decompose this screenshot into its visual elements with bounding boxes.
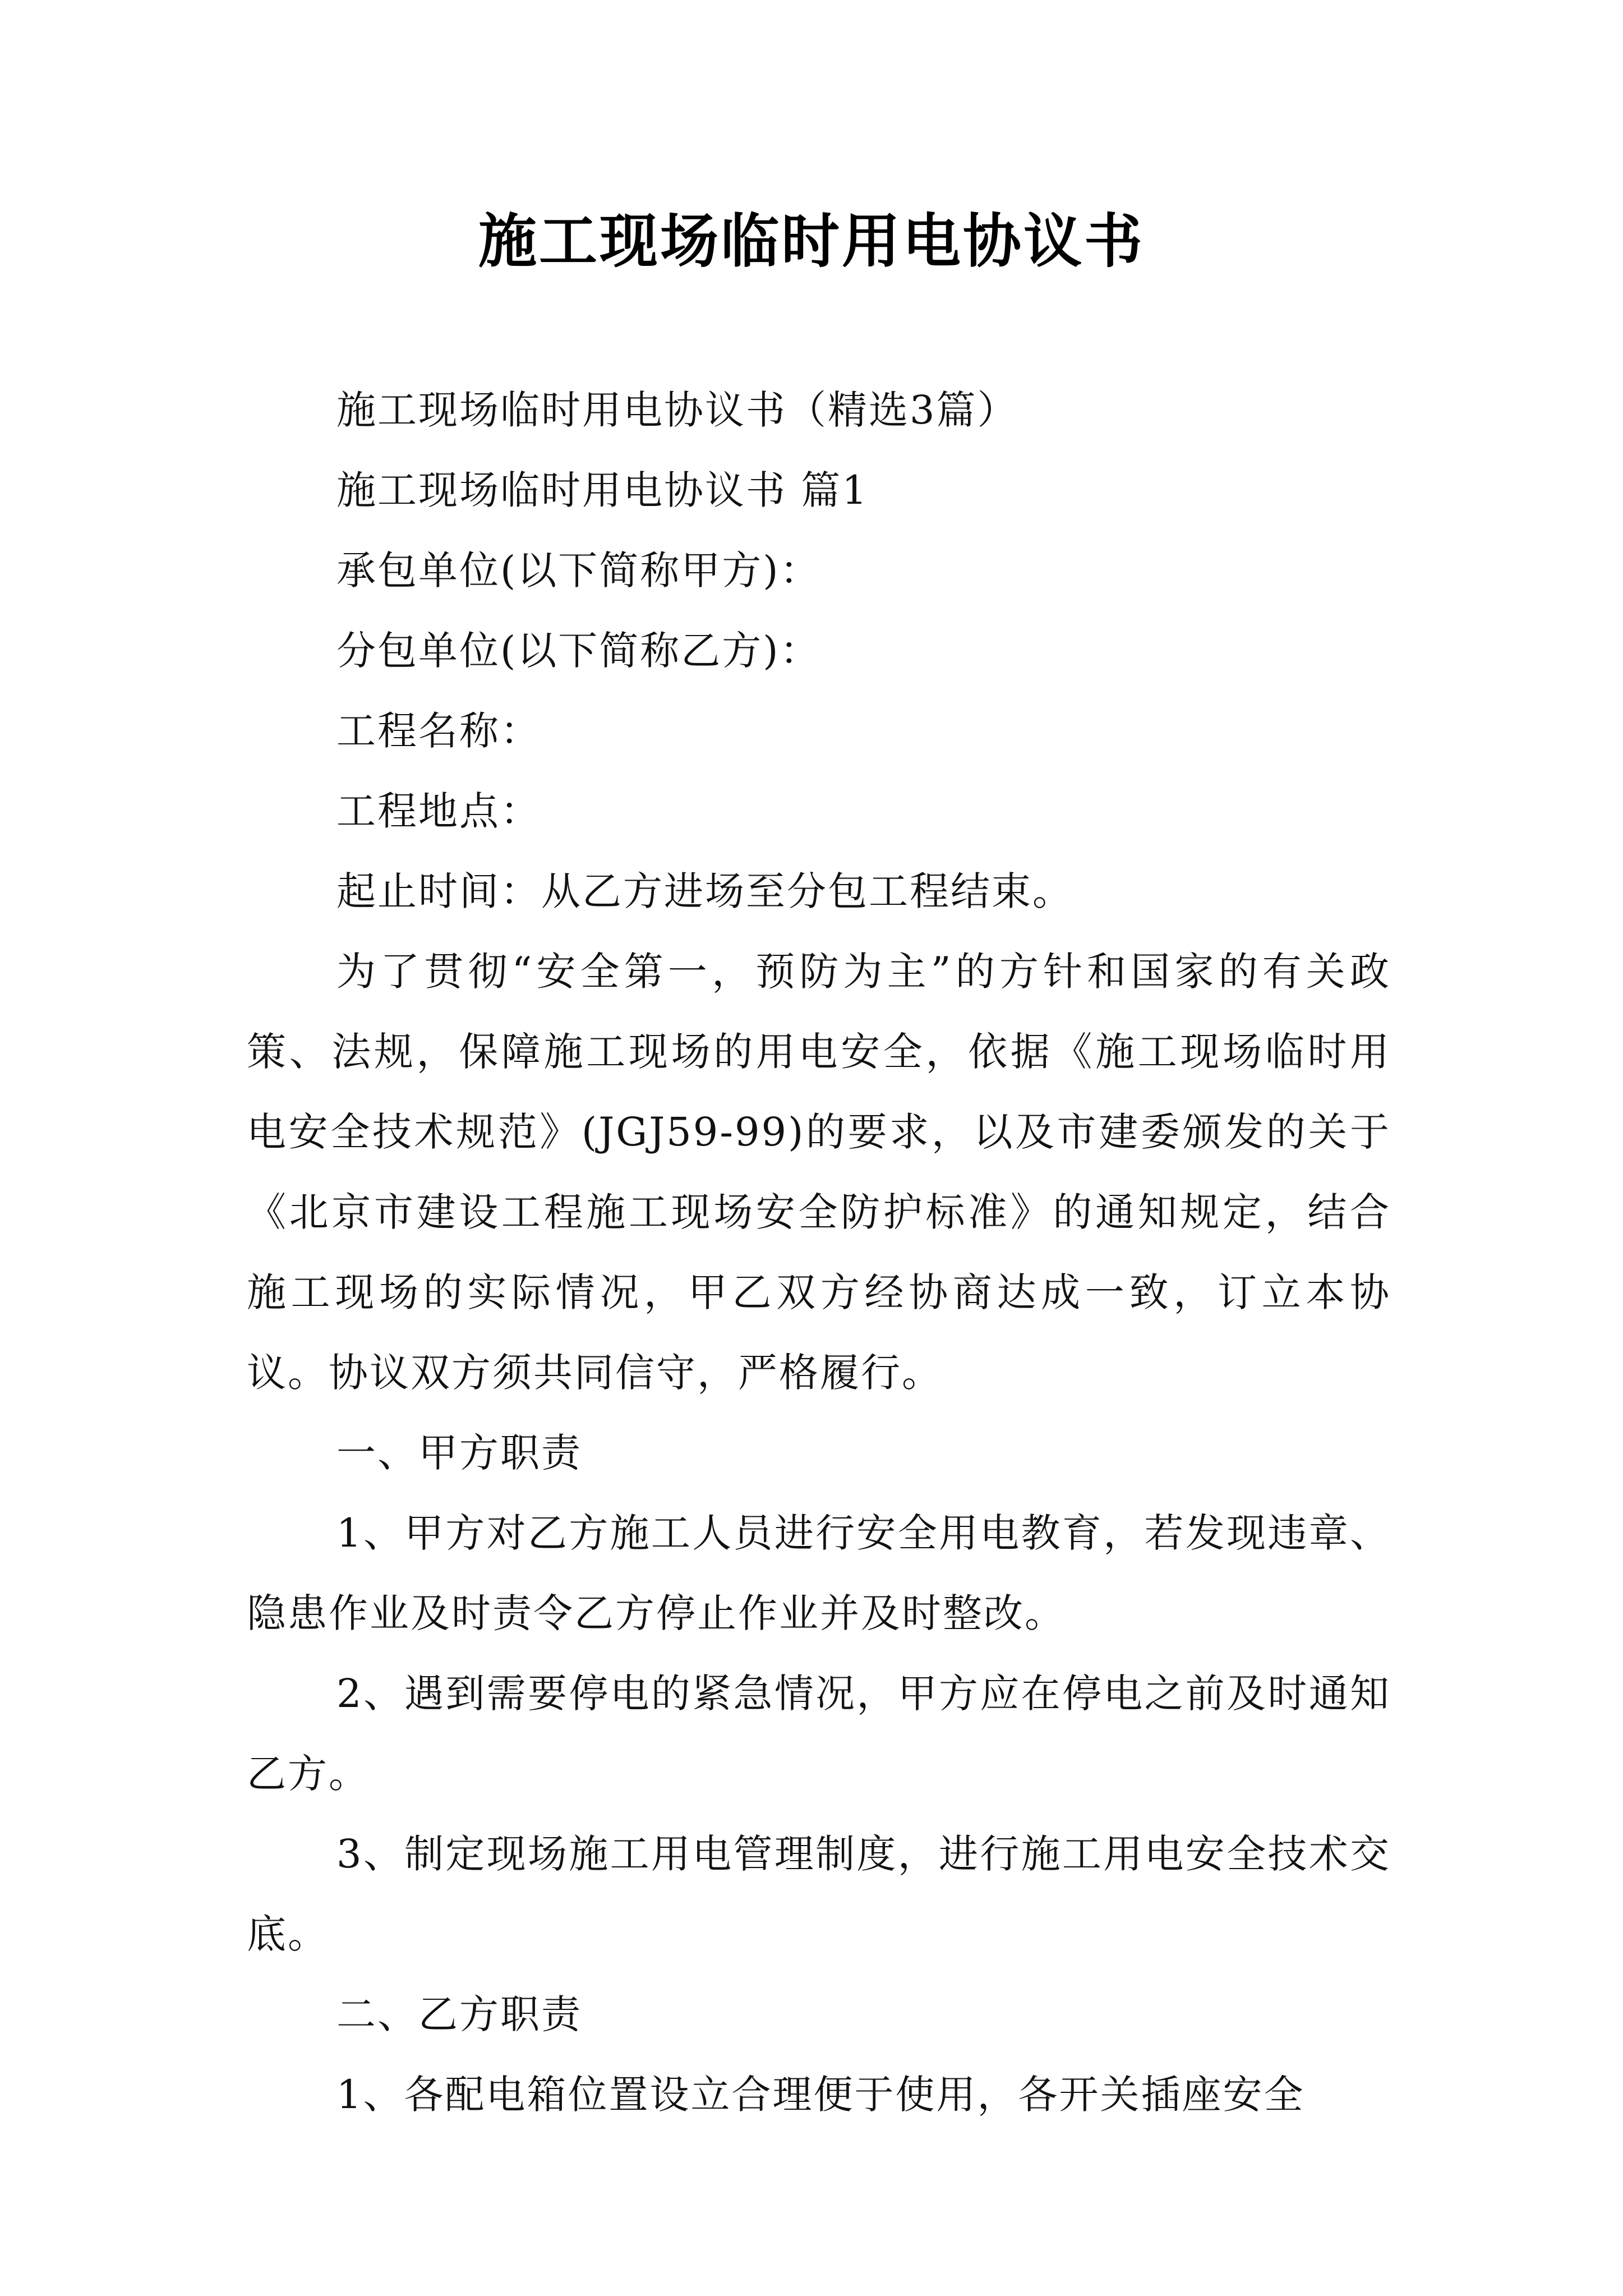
paragraph-contractor: 承包单位(以下简称甲方)： <box>336 547 821 593</box>
paragraph-project-location: 工程地点： <box>336 788 541 834</box>
paragraph-party-a-item-2: 2、遇到需要停电的紧急情况，甲方应在停电之前及时通知乙方。 <box>247 1671 1391 1797</box>
paragraph-party-b-heading: 二、乙方职责 <box>336 1991 582 2037</box>
paragraph-project-name: 工程名称： <box>336 708 541 754</box>
paragraph-party-a-heading: 一、甲方职责 <box>336 1430 582 1476</box>
paragraph-section-heading: 施工现场临时用电协议书 篇1 <box>336 467 869 513</box>
paragraph-party-a-item-3: 3、制定现场施工用电管理制度，进行施工用电安全技术交底。 <box>247 1831 1391 1957</box>
paragraph-duration: 起止时间：从乙方进场至分包工程结束。 <box>336 868 1073 914</box>
paragraph-subcontractor: 分包单位(以下简称乙方)： <box>336 628 821 674</box>
paragraph-party-a-item-1: 1、甲方对乙方施工人员进行安全用电教育，若发现违章、隐患作业及时责令乙方停止作业并及时整改。 <box>247 1510 1391 1636</box>
paragraph-preamble: 为了贯彻“安全第一，预防为主”的方针和国家的有关政策、法规，保障施工现场的用电安全，依据《施工现场临时用电安全技术规范》(JGJ59-99)的要求，以及市建委颁发的关于《北京市建设工程施工现场安全防护标准》的通知规定，结合施工现场的实际情况，甲乙双方经协商达成一致，订立本协议。协议双方须共同信守，严格履行。 <box>247 949 1391 1396</box>
paragraph-subtitle: 施工现场临时用电协议书（精选3篇） <box>336 387 1018 433</box>
document-title: 施工现场临时用电协议书 <box>478 207 1145 275</box>
paragraph-party-b-item-1: 1、各配电箱位置设立合理便于使用，各开关插座安全 <box>336 2072 1305 2118</box>
document-body <box>247 370 1391 2135</box>
